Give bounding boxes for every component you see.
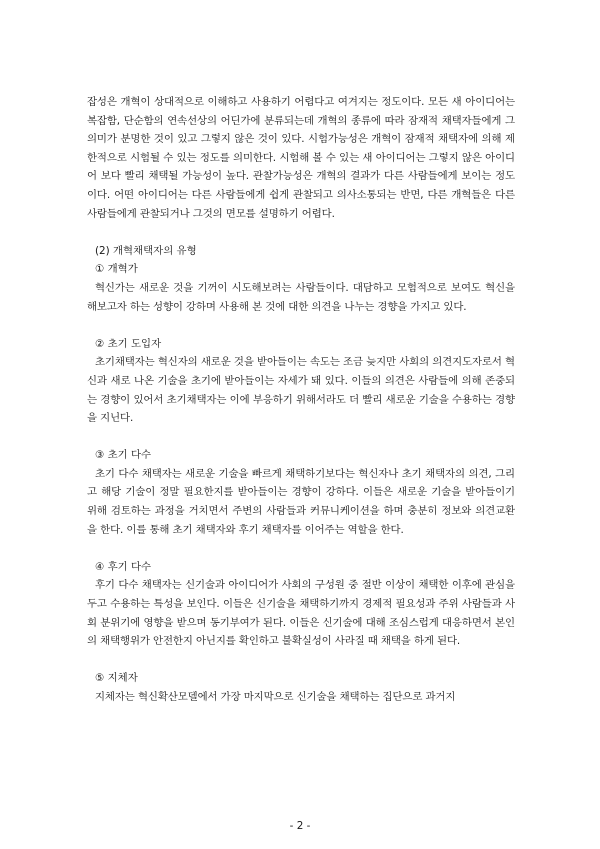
- type-heading: ⑤ 지체자: [95, 672, 138, 685]
- section-heading: (2) 개혁채택자의 유형: [95, 244, 197, 257]
- type-body: 후기 다수 채택자는 신기술과 아이디어가 사회의 구성원 중 절반 이상이 채택한 이후에 관심을 두고 수용하는 특성을 보인다. 이들은 신기술을 채택하기까지 경제적 필요성과 주위 사람들과 사회 분위기에 영향을 받으며 동기부여가 된다. 이들은 신기술에 대해 조심스럽게 대응하면서 본인의 채택행위가 안전한지 아닌지를 확인하고 불확실성이 사라질 때 채택을 하게 된다.: [87, 579, 515, 648]
- page-number: - 2 -: [289, 820, 311, 832]
- adopter-type-early-majority: [87, 446, 515, 539]
- adopter-type-early-adopter: [87, 335, 515, 428]
- adopter-type-late-majority: [87, 558, 515, 651]
- adopter-type-laggard: [87, 669, 515, 706]
- type-body: 혁신가는 새로운 것을 기꺼이 시도해보려는 사람들이다. 대담하고 모험적으로 보여도 혁신을 해보고자 하는 성향이 강하며 사용해 본 것에 대한 의견을 나누는 경향을 가지고 있다.: [87, 281, 515, 313]
- type-body: 초기 다수 채택자는 새로운 기술을 빠르게 채택하기보다는 혁신자나 초기 채택자의 의견, 그리고 해당 기술이 정말 필요한지를 받아들이는 경향이 강하다. 이들은 새로운 기술을 받아들이기 위해 검토하는 과정을 거치면서 주변의 사람들과 커뮤니케이션을 하며 충분히 정보와 의견교환을 한다. 이를 통해 초기 채택자와 후기 채택자를 이어주는 역할을 한다.: [87, 467, 515, 536]
- type-heading: ④ 후기 다수: [95, 560, 152, 573]
- type-heading: ① 개혁가: [95, 263, 138, 276]
- type-body: 지체자는 혁신확산모델에서 가장 마지막으로 신기술을 채택하는 집단으로 과거지: [95, 691, 456, 703]
- intro-paragraph: 잡성은 개혁이 상대적으로 이해하고 사용하기 어렵다고 여겨지는 정도이다. 모든 새 아이디어는 복잡함, 단순함의 연속선상의 어딘가에 분류되는데 개혁의 종류에 따라 잠재적 채택자들에게 그 의미가 분명한 것이 있고 그렇지 않은 것이 있다. 시험가능성은 개혁이 잠재적 채택자에 의해 제한적으로 시험될 수 있는 정도를 의미한다. 시험해 볼 수 있는 새 아이디어는 그렇지 않은 아이디어 보다 빨리 채택될 가능성이 높다. 관찰가능성은 개혁의 결과가 다른 사람들에게 보이는 정도이다. 어떤 아이디어는 다른 사람들에게 쉽게 관찰되고 의사소통되는 반면, 다른 개혁들은 다른 사람들에게 관찰되거나 그것의 면모를 설명하기 어렵다.: [87, 96, 515, 220]
- type-heading: ③ 초기 다수: [95, 449, 152, 462]
- adopter-type-innovator: [87, 260, 515, 316]
- type-body: 초기채택자는 혁신자의 새로운 것을 받아들이는 속도는 조금 늦지만 사회의 의견지도자로서 혁신과 새로 나온 기술을 초기에 받아들이는 자세가 돼 있다. 이들의 의견은 사람들에 의해 존중되는 경향이 있어서 초기채택자는 이에 부응하기 위해서라도 더 빨리 새로운 기술을 수용하는 경향을 지닌다.: [87, 356, 515, 425]
- document-page: [87, 93, 515, 707]
- type-heading: ② 초기 도입자: [95, 337, 162, 350]
